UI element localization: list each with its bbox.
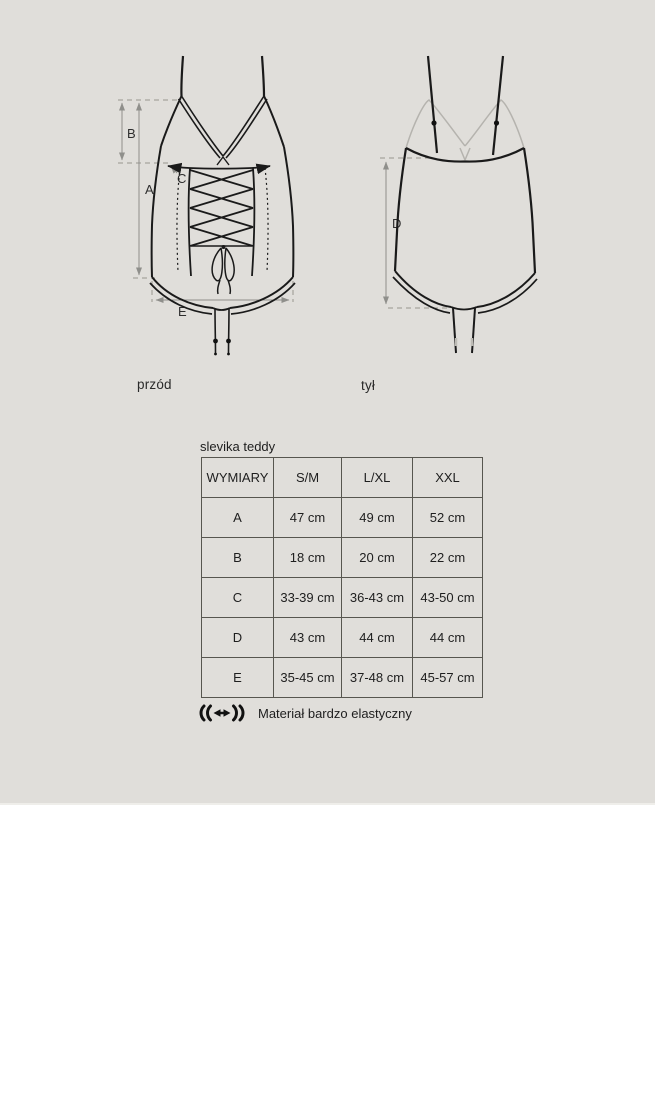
cell-value: 22 cm [413, 538, 483, 578]
table-row [202, 658, 483, 698]
dim-label-c: C [177, 171, 187, 186]
cell-value: 47 cm [274, 498, 342, 538]
table-row [202, 618, 483, 658]
row-label: C [202, 578, 274, 618]
table-row [202, 498, 483, 538]
col-header-dimensions: WYMIARY [202, 458, 274, 498]
dim-label-e: E [178, 304, 187, 319]
row-label: E [202, 658, 274, 698]
strap-adjuster [431, 120, 436, 125]
back-view-label: tył [361, 378, 376, 393]
garter-bead [226, 339, 231, 344]
cell-value: 49 cm [342, 498, 413, 538]
size-table [201, 457, 483, 698]
row-label: D [202, 618, 274, 658]
col-header-lxl: L/XL [342, 458, 413, 498]
row-label: A [202, 498, 274, 538]
cell-value: 36-43 cm [342, 578, 413, 618]
table-row [202, 578, 483, 618]
stretch-arrows-icon [196, 704, 248, 722]
cell-value: 18 cm [274, 538, 342, 578]
cell-value: 44 cm [413, 618, 483, 658]
material-note [196, 704, 412, 722]
corset-lacing [190, 170, 253, 246]
back-cup-ghost-lines [406, 100, 524, 160]
front-view-label: przód [137, 377, 172, 392]
cell-value: 33-39 cm [274, 578, 342, 618]
garter-bead [213, 339, 218, 344]
size-table-header-row [202, 458, 483, 498]
dim-label-a: A [145, 182, 154, 197]
dim-label-b: B [127, 126, 136, 141]
col-header-xxl: XXL [413, 458, 483, 498]
back-garment-outline [393, 56, 537, 353]
cell-value: 52 cm [413, 498, 483, 538]
material-note-text: Materiał bardzo elastyczny [258, 705, 412, 721]
cell-value: 37-48 cm [342, 658, 413, 698]
row-label: B [202, 538, 274, 578]
lacing-bow [212, 245, 234, 294]
cell-value: 44 cm [342, 618, 413, 658]
front-garment-drawing [105, 50, 325, 395]
back-garment-drawing [370, 50, 560, 380]
cell-value: 20 cm [342, 538, 413, 578]
table-row [202, 538, 483, 578]
cell-value: 43 cm [274, 618, 342, 658]
cell-value: 35-45 cm [274, 658, 342, 698]
strap-adjuster [494, 120, 499, 125]
front-garment-outline [150, 56, 295, 355]
cell-value: 45-57 cm [413, 658, 483, 698]
col-header-sm: S/M [274, 458, 342, 498]
dim-label-d: D [392, 216, 402, 231]
product-title: slevika teddy [200, 439, 276, 454]
cell-value: 43-50 cm [413, 578, 483, 618]
